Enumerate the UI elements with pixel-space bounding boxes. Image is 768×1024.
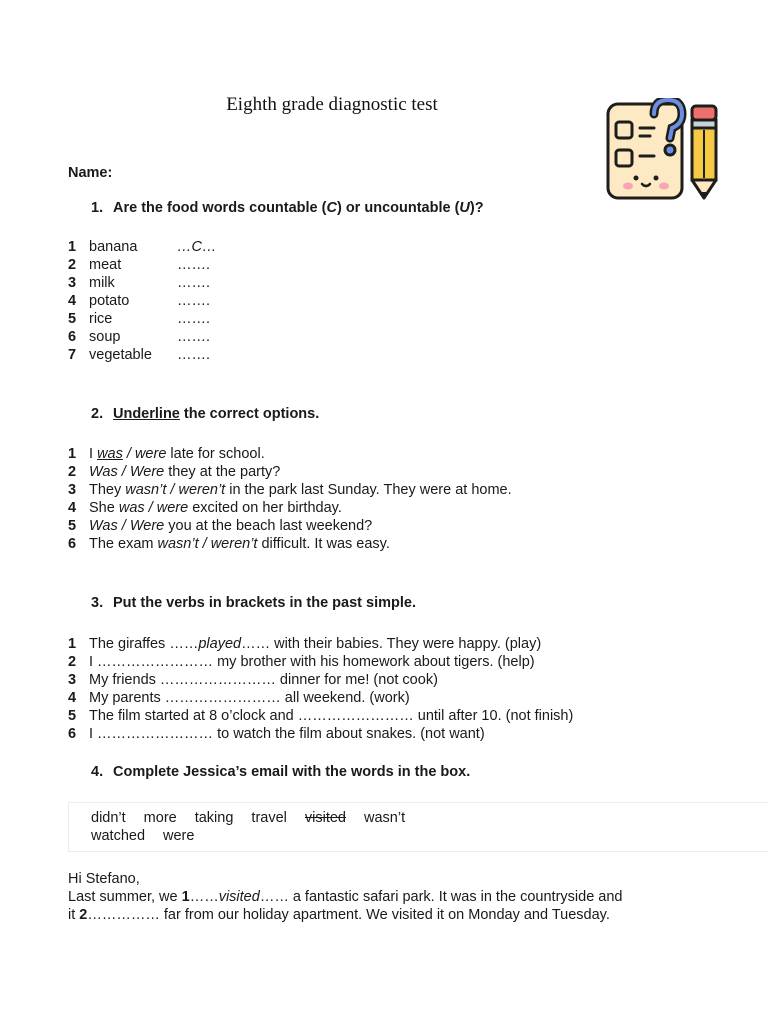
- list-item: 6 soup …….: [68, 329, 211, 345]
- option-b: Were: [129, 464, 165, 480]
- option-a: Was: [89, 464, 118, 480]
- answer-blank: …….: [177, 311, 211, 327]
- word-box: [68, 802, 768, 852]
- list-item: 5 rice …….: [68, 311, 211, 327]
- list-item: 1 I was / were late for school.: [68, 446, 265, 462]
- list-item: 1 The giraffes ……played…… with their babies. They were happy. (play): [68, 636, 542, 652]
- option-b: weren’t: [210, 536, 258, 552]
- option-a: Was: [89, 518, 118, 534]
- question-2-heading: 2. Underline the correct options.: [91, 406, 320, 422]
- email-line-1: Last summer, we 1……visited…… a fantastic safari park. It was in the countryside and: [68, 889, 623, 905]
- option-b: were: [134, 446, 167, 462]
- list-item: 3 They wasn’t / weren’t in the park last Sunday. They were at home.: [68, 482, 512, 498]
- email-line-2: it 2…………… far from our holiday apartment. We visited it on Monday and Tuesday.: [68, 907, 610, 923]
- option-b: were: [156, 500, 189, 516]
- option-a: was: [97, 446, 123, 462]
- word-box-word: were: [163, 828, 195, 844]
- option-b: weren’t: [178, 482, 226, 498]
- page-title: Eighth grade diagnostic test: [226, 94, 438, 115]
- test-clipboard-pencil-icon: [604, 98, 722, 202]
- list-item: 7 vegetable …….: [68, 347, 211, 363]
- list-item: 6 The exam wasn’t / weren’t difficult. It was easy.: [68, 536, 390, 552]
- option-b: Were: [129, 518, 165, 534]
- answer-blank: …….: [177, 257, 211, 273]
- list-item: 2 Was / Were they at the party?: [68, 464, 281, 480]
- example-answer: visited: [218, 889, 260, 905]
- list-item: 2 meat …….: [68, 257, 211, 273]
- list-item: 4 She was / were excited on her birthday.: [68, 500, 342, 516]
- list-item: 5 Was / Were you at the beach last weekend?: [68, 518, 373, 534]
- answer-blank: …….: [177, 275, 211, 291]
- list-item: 5 The film started at 8 o’clock and …………………… until after 10. (not finish): [68, 708, 574, 724]
- question-3-heading: 3. Put the verbs in brackets in the past simple.: [91, 595, 416, 611]
- answer-blank: …C…: [177, 239, 217, 255]
- list-item: 3 milk …….: [68, 275, 211, 291]
- answer-blank: …….: [177, 347, 211, 363]
- word-box-word: taking: [194, 810, 234, 826]
- list-item: 4 potato …….: [68, 293, 211, 309]
- example-answer: played: [198, 636, 242, 652]
- list-item: 1 banana …C…: [68, 239, 217, 255]
- list-item: 4 My parents …………………… all weekend. (work): [68, 690, 410, 706]
- email-greeting: Hi Stefano,: [68, 871, 140, 887]
- word-box-line-1: [91, 810, 423, 826]
- word-box-line-2: [91, 828, 212, 844]
- word-box-word: more: [143, 810, 177, 826]
- word-box-word: didn’t: [91, 810, 126, 826]
- option-a: was: [118, 500, 145, 516]
- list-item: 6 I …………………… to watch the film about snakes. (not want): [68, 726, 485, 742]
- list-item: 2 I …………………… my brother with his homework about tigers. (help): [68, 654, 535, 670]
- question-1-heading: 1. Are the food words countable (C) or uncountable (U)?: [91, 200, 484, 216]
- option-a: wasn’t: [157, 536, 199, 552]
- option-a: wasn’t: [125, 482, 167, 498]
- word-box-word: wasn’t: [364, 810, 406, 826]
- word-box-word: travel: [251, 810, 287, 826]
- name-label: Name:: [68, 165, 113, 181]
- answer-blank: …….: [177, 293, 211, 309]
- answer-blank: …….: [177, 329, 211, 345]
- list-item: 3 My friends …………………… dinner for me! (not cook): [68, 672, 438, 688]
- question-4-heading: 4. Complete Jessica’s email with the words in the box.: [91, 764, 471, 780]
- word-box-word-used: visited: [304, 810, 346, 826]
- word-box-word: watched: [91, 828, 146, 844]
